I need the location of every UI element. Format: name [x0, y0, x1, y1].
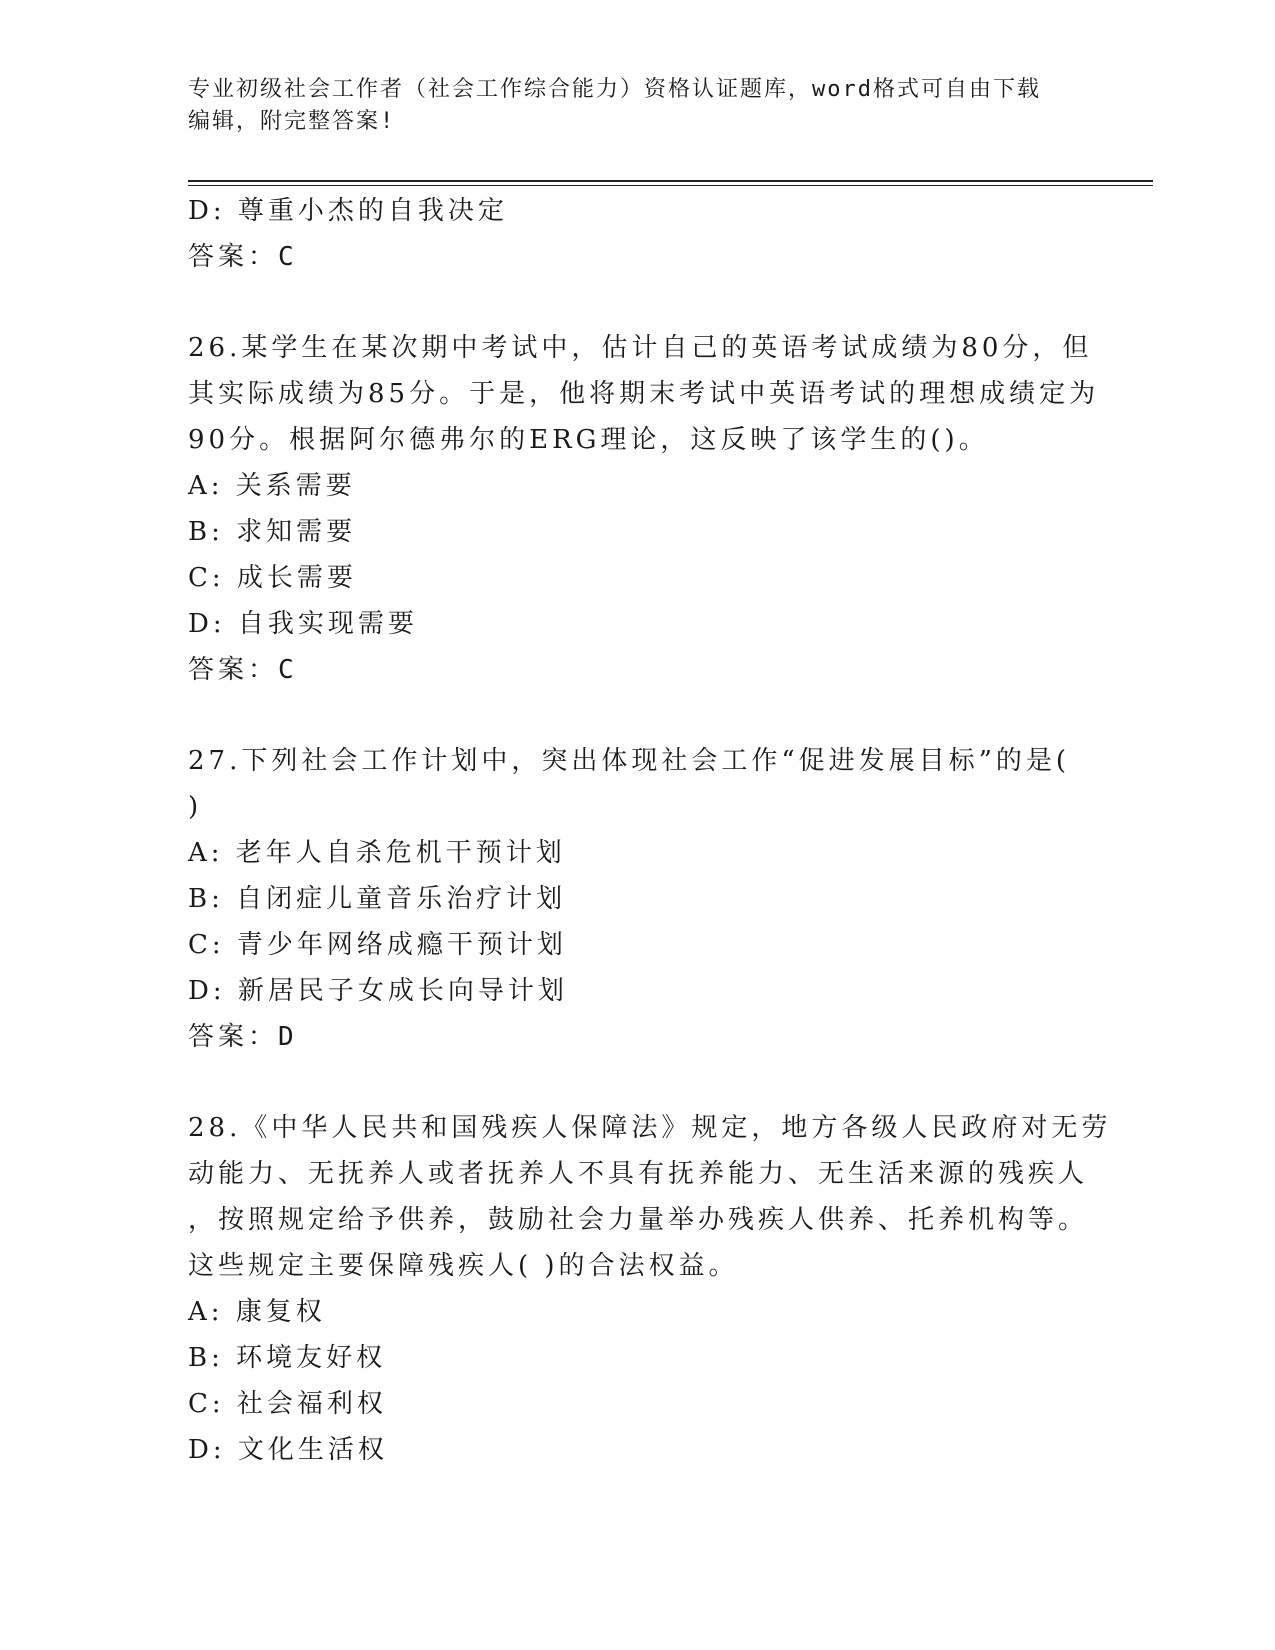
option-b: B: 环境友好权	[188, 1343, 387, 1373]
option-b: B: 自闭症儿童音乐治疗计划	[188, 884, 567, 914]
option-c: C: 社会福利权	[188, 1389, 387, 1419]
question-stem-line: 其实际成绩为85分。于是，他将期末考试中英语考试的理想成绩定为	[188, 379, 1100, 409]
header-line-2: 编辑，附完整答案!	[188, 109, 396, 134]
question-stem-line: 动能力、无抚养人或者抚养人不具有抚养能力、无生活来源的残疾人	[188, 1159, 1089, 1189]
question-stem-line: ，按照规定给予供养，鼓励社会力量举办残疾人供养、托养机构等。	[188, 1205, 1089, 1235]
answer-label: 答案：D	[188, 1022, 298, 1052]
option-c: C: 成长需要	[188, 563, 357, 593]
answer-label: 答案：C	[188, 655, 298, 685]
document-header	[188, 74, 1068, 138]
question-28	[188, 1105, 1112, 1473]
option-c: C: 青少年网络成瘾干预计划	[188, 930, 567, 960]
option-d: D: 自我实现需要	[188, 609, 418, 639]
header-divider-thick	[188, 180, 1153, 182]
answer-label: 答案：C	[188, 242, 298, 272]
question-26	[188, 325, 1100, 693]
question-25-tail	[188, 188, 1088, 280]
header-divider-thin	[188, 185, 1153, 186]
option-a: A: 康复权	[188, 1297, 326, 1327]
question-gap	[188, 1060, 1088, 1105]
header-line-1: 专业初级社会工作者（社会工作综合能力）资格认证题库，word格式可自由下载	[188, 77, 1041, 102]
option-d: D: 新居民子女成长向导计划	[188, 976, 568, 1006]
question-stem-line: 90分。根据阿尔德弗尔的ERG理论，这反映了该学生的()。	[188, 425, 989, 455]
question-stem-line: 28.《中华人民共和国残疾人保障法》规定，地方各级人民政府对无劳	[188, 1113, 1112, 1143]
option-d: D: 尊重小杰的自我决定	[188, 196, 508, 226]
question-gap	[188, 693, 1088, 738]
question-stem-line: 26.某学生在某次期中考试中，估计自己的英语考试成绩为80分，但	[188, 333, 1093, 363]
question-27	[188, 738, 1088, 1060]
question-gap	[188, 280, 1088, 325]
question-content	[188, 188, 1112, 1473]
option-d: D: 文化生活权	[188, 1435, 388, 1465]
option-a: A: 老年人自杀危机干预计划	[188, 838, 566, 868]
question-stem-line: )	[188, 792, 203, 822]
question-stem-line: 这些规定主要保障残疾人( )的合法权益。	[188, 1251, 739, 1281]
option-b: B: 求知需要	[188, 517, 357, 547]
option-a: A: 关系需要	[188, 471, 356, 501]
question-stem-line: 27.下列社会工作计划中，突出体现社会工作“促进发展目标”的是(	[188, 746, 1071, 776]
